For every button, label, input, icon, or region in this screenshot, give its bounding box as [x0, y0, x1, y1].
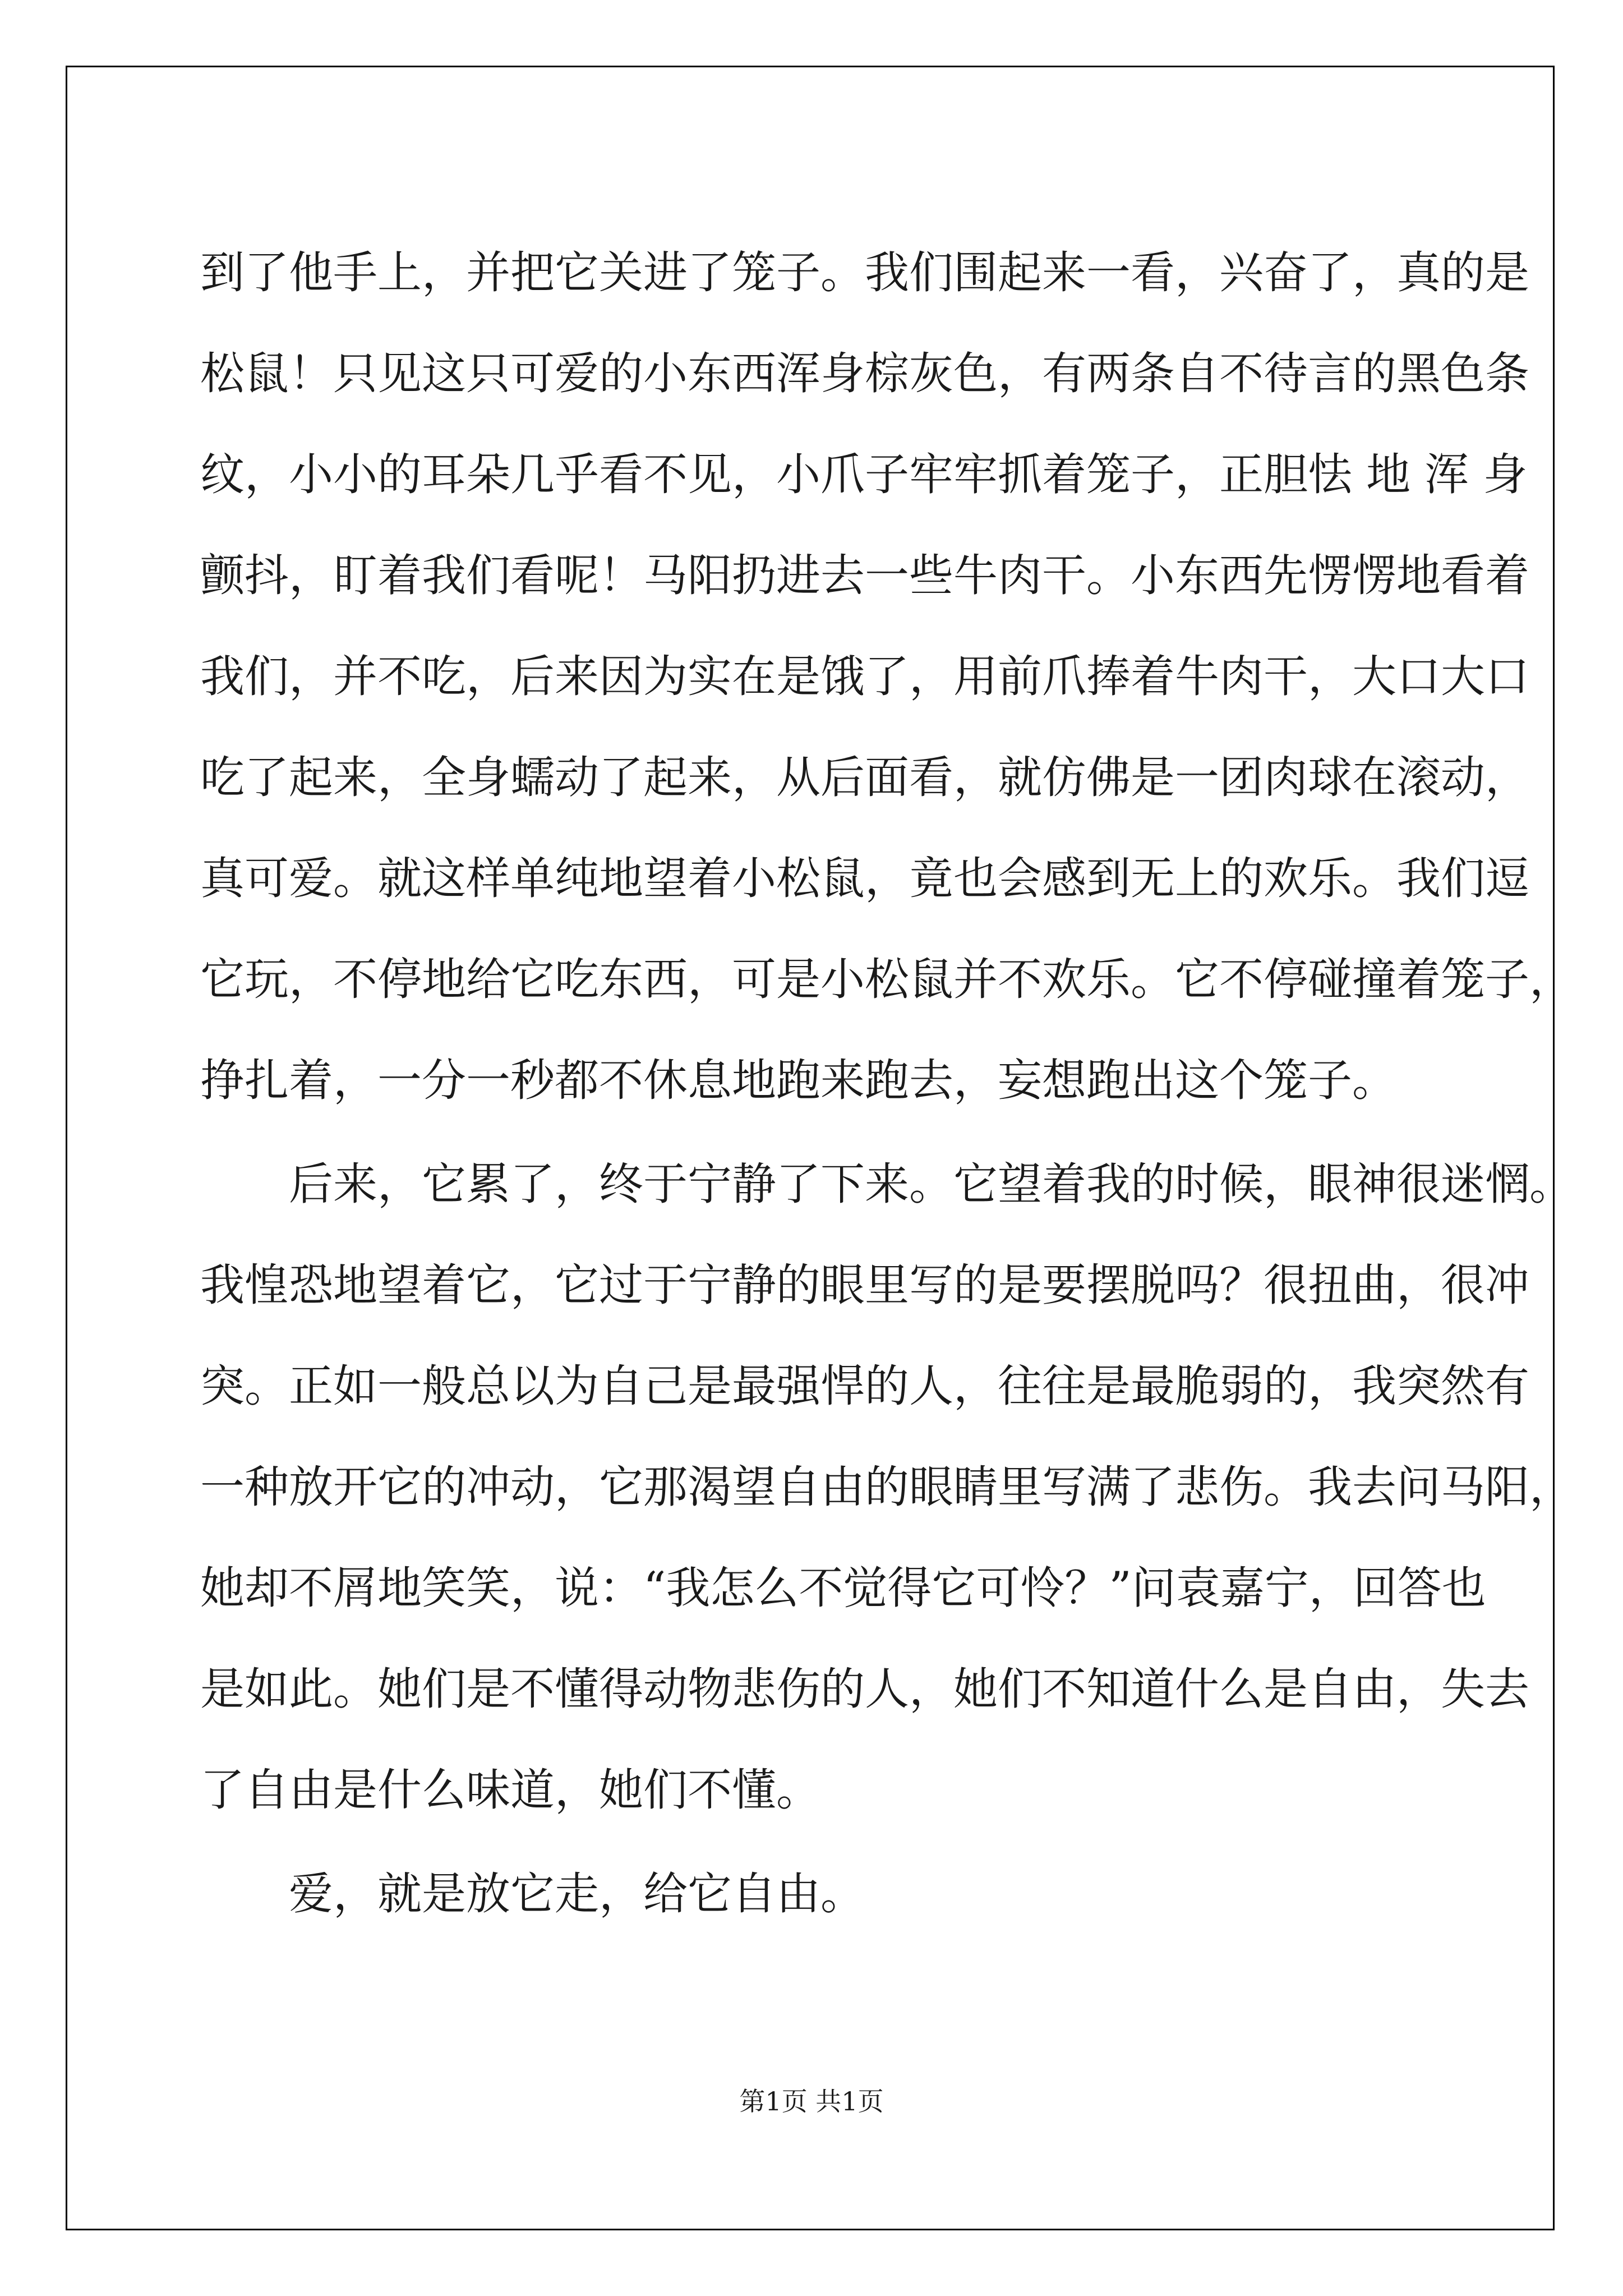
text-line: 颤抖，盯着我们看呢！马阳扔进去一些牛肉干。小东西先愣愣地看着: [200, 550, 1529, 601]
text-line: 纹，小小的耳朵几乎看不见，小爪子牢牢抓着笼子，正胆怯 地 浑 身: [200, 449, 1528, 500]
text-line: 吃了起来，全身蠕动了起来，从后面看，就仿佛是一团肉球在滚动，: [200, 752, 1529, 803]
text-line: 我惶恐地望着它，它过于宁静的眼里写的是要摆脱吗？很扭曲，很冲: [200, 1259, 1529, 1311]
text-line: 真可爱。就这样单纯地望着小松鼠，竟也会感到无上的欢乐。我们逗: [200, 853, 1529, 904]
text-line: 它玩，不停地给它吃东西，可是小松鼠并不欢乐。它不停碰撞着笼子，: [200, 954, 1574, 1005]
text-line: 了自由是什么味道，她们不懂。: [200, 1764, 820, 1816]
text-line: 突。正如一般总以为自己是最强悍的人，往往是最脆弱的，我突然有: [200, 1360, 1529, 1412]
paragraph-start-line: 后来，它累了，终于宁静了下来。它望着我的时候，眼神很迷惘。: [289, 1158, 1574, 1210]
text-line: 挣扎着，一分一秒都不休息地跑来跑去，妄想跑出这个笼子。: [200, 1055, 1396, 1106]
text-line: 是如此。她们是不懂得动物悲伤的人，她们不知道什么是自由，失去: [200, 1663, 1529, 1715]
page-footer: 第1页 共1页: [739, 2086, 884, 2116]
text-line: 到了他手上，并把它关进了笼子。我们围起来一看，兴奋了，真的是: [200, 247, 1529, 298]
document-body: [200, 222, 1574, 1944]
text-line: 我们，并不吃，后来因为实在是饿了，用前爪捧着牛肉干，大口大口: [200, 651, 1529, 702]
text-line: 松鼠！只见这只可爱的小东西浑身棕灰色，有两条自不待言的黑色条: [200, 348, 1529, 399]
text-line: 她却不屑地笑笑，说：“我怎么不觉得它可怜？”问袁嘉宁，回答也: [200, 1562, 1486, 1614]
text-line: 一种放开它的冲动，它那渴望自由的眼睛里写满了悲伤。我去问马阳，: [200, 1461, 1574, 1513]
paragraph-start-line: 爱，就是放它走，给它自由。: [289, 1868, 865, 1920]
